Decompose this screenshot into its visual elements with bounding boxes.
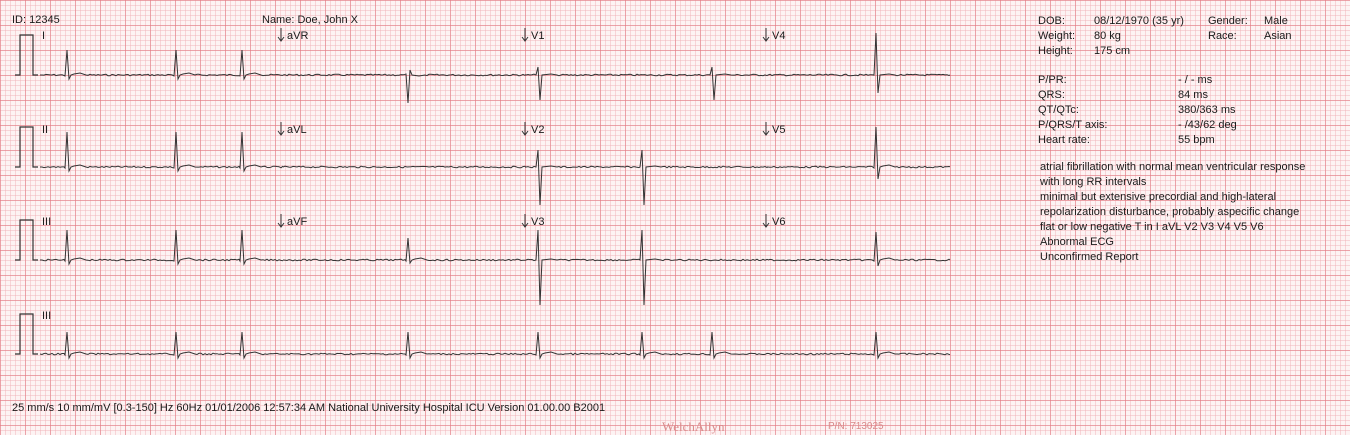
lead-marker-arrow-icon: [521, 214, 529, 228]
lead-label-V2: V2: [531, 124, 545, 136]
lead-marker-arrow-icon: [762, 122, 770, 136]
measurement-value: 55 bpm: [1178, 134, 1215, 146]
interpretation-line: atrial fibrillation with normal mean ventricular response: [1040, 161, 1306, 173]
measurement-label: P/QRS/T axis:: [1038, 119, 1108, 131]
weight-value: 80 kg: [1094, 30, 1121, 42]
interpretation-line: flat or low negative T in I aVL V2 V3 V4 V5 V6: [1040, 221, 1264, 233]
height-row: [1038, 44, 1343, 59]
recording-settings: 25 mm/s 10 mm/mV [0.3-150] Hz 60Hz 01/01/2006 12:57:34 AM National University Hospital ICU Version 01.00.00 B2001: [12, 402, 606, 414]
measurement-row: [1038, 73, 1343, 88]
trace-lead-aVL: [283, 166, 526, 168]
lead-label-V6: V6: [772, 216, 786, 228]
measurement-value: 84 ms: [1178, 89, 1208, 101]
race-label: Race:: [1208, 30, 1237, 42]
interpretation-line: repolarization disturbance, probably aspecific change: [1040, 206, 1300, 218]
dob-row: [1038, 14, 1343, 29]
measurement-label: P/PR:: [1038, 74, 1067, 86]
measurement-row: [1038, 103, 1343, 118]
lead-label-V4: V4: [772, 30, 786, 42]
measurement-row: [1038, 133, 1343, 148]
lead-marker-arrow-icon: [521, 28, 529, 42]
calibration-pulse-rhythm: [15, 314, 38, 354]
trace-lead-V2: [526, 150, 768, 205]
calibration-pulse-row2: [15, 127, 38, 167]
patient-name: Name: Doe, John X: [262, 14, 358, 26]
measurement-row: [1038, 118, 1343, 133]
part-number: P/N: 713025: [828, 421, 884, 432]
gender-value: Male: [1264, 15, 1288, 27]
interpretation-line: with long RR intervals: [1040, 176, 1147, 188]
measurement-value: - / - ms: [1178, 74, 1213, 86]
weight-label: Weight:: [1038, 30, 1076, 42]
lead-label-aVF: aVF: [287, 216, 308, 228]
calibration-pulse-row3: [15, 220, 38, 260]
lead-marker-arrow-icon: [762, 214, 770, 228]
measurement-row: [1038, 88, 1343, 103]
lead-marker-arrow-icon: [521, 122, 529, 136]
interpretation-text: [1040, 160, 1305, 265]
lead-label-aVR: aVR: [287, 30, 309, 42]
lead-label-V5: V5: [772, 124, 786, 136]
lead-label-V1: V1: [531, 30, 545, 42]
interpretation-line: Abnormal ECG: [1040, 236, 1114, 248]
patient-id: ID: 12345: [12, 14, 60, 26]
weight-row: [1038, 29, 1343, 44]
lead-label-III: III: [42, 216, 52, 228]
lead-label-aVL: aVL: [287, 124, 307, 136]
measurement-label: QRS:: [1038, 89, 1065, 101]
trace-lead-V4: [768, 33, 950, 93]
patient-info-panel: [1038, 14, 1343, 148]
trace-lead-V1: [526, 67, 768, 100]
measurement-value: 380/363 ms: [1178, 104, 1236, 116]
lead-label-V3: V3: [531, 216, 545, 228]
race-value: Asian: [1264, 30, 1292, 42]
trace-lead-III: [40, 230, 283, 264]
brand-logo: WelchAllyn: [662, 419, 725, 434]
lead-label-II: II: [42, 124, 49, 136]
interpretation-line: Unconfirmed Report: [1040, 251, 1139, 263]
dob-value: 08/12/1970 (35 yr): [1094, 15, 1184, 27]
trace-rhythm-strip: [40, 332, 950, 358]
lead-label-I: I: [42, 30, 46, 42]
measurement-value: - /43/62 deg: [1178, 119, 1237, 131]
lead-marker-arrow-icon: [277, 214, 285, 228]
height-label: Height:: [1038, 45, 1073, 57]
lead-label-rhythm: III: [42, 310, 52, 322]
lead-marker-arrow-icon: [277, 122, 285, 136]
spacer: [1038, 59, 1343, 73]
gender-label: Gender:: [1208, 15, 1248, 27]
trace-lead-I: [40, 50, 283, 79]
trace-lead-aVF: [283, 238, 526, 263]
calibration-pulse-row1: [15, 35, 38, 75]
trace-lead-II: [40, 132, 283, 171]
trace-lead-aVR: [283, 70, 526, 103]
trace-lead-V3: [526, 230, 768, 305]
lead-marker-arrow-icon: [762, 28, 770, 42]
interpretation-line: minimal but extensive precordial and high-lateral: [1040, 191, 1277, 203]
trace-lead-V6: [768, 232, 950, 266]
height-value: 175 cm: [1094, 45, 1131, 57]
measurement-label: Heart rate:: [1038, 134, 1090, 146]
lead-marker-arrow-icon: [277, 28, 285, 42]
dob-label: DOB:: [1038, 15, 1065, 27]
measurement-label: QT/QTc:: [1038, 104, 1079, 116]
trace-lead-V5: [768, 127, 950, 179]
